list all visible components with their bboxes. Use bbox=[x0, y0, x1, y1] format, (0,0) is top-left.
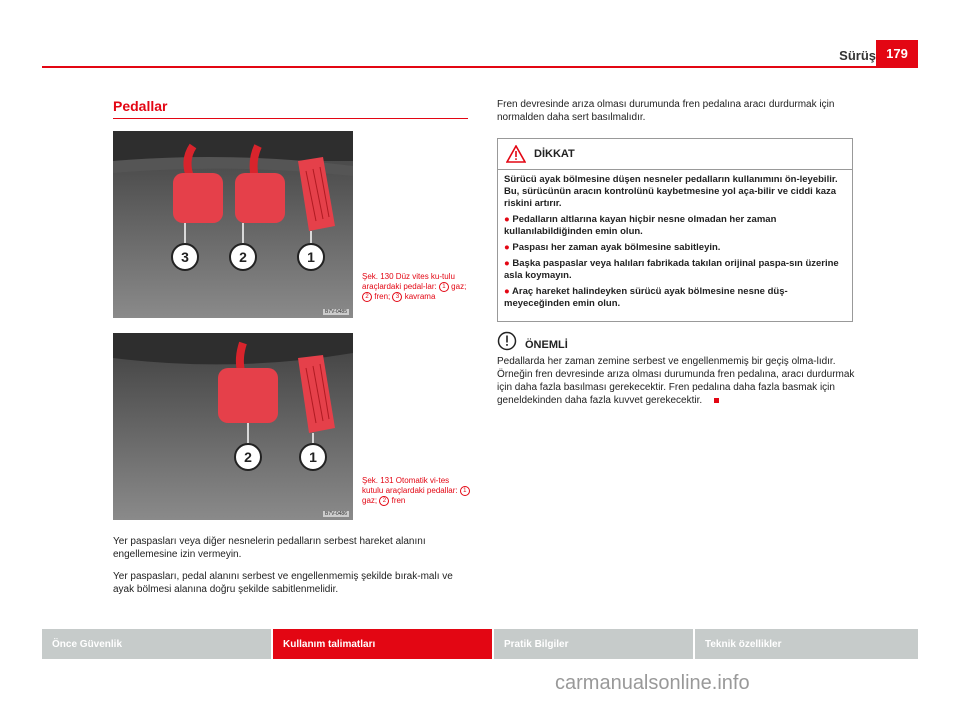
figure-code: B7V-0485 bbox=[325, 309, 347, 315]
end-marker-icon bbox=[714, 398, 719, 403]
footer-tab-technical[interactable]: Teknik özellikler bbox=[695, 629, 918, 659]
watermark: carmanualsonline.info bbox=[555, 672, 750, 694]
section-title: Sürüş bbox=[839, 48, 876, 63]
note-title: ÖNEMLİ bbox=[525, 339, 568, 351]
page-heading: Pedallar bbox=[113, 98, 168, 114]
note-header bbox=[497, 331, 568, 351]
fig2-label-1: 1 bbox=[309, 449, 317, 465]
paragraph-1: Yer paspasları veya diğer nesnelerin pedalların serbest hareket alanını engellemesine izin vermeyin. bbox=[113, 536, 426, 560]
warning-bullet: ● Araç hareket halindeyken sürücü ayak bölmesine nesne düş-meyeceğinden emin olun. bbox=[504, 286, 788, 309]
footer-tab-operation[interactable]: Kullanım talimatları bbox=[273, 629, 492, 659]
page-number: 179 bbox=[876, 40, 918, 66]
pedals-manual-illustration bbox=[113, 131, 353, 318]
warning-title: DİKKAT bbox=[534, 148, 575, 160]
figure-automatic-pedals bbox=[113, 333, 353, 520]
footer-tab-practical[interactable]: Pratik Bilgiler bbox=[494, 629, 693, 659]
exclamation-circle-icon bbox=[497, 331, 517, 351]
fig1-label-2: 2 bbox=[239, 249, 247, 265]
figure-manual-pedals bbox=[113, 131, 353, 318]
warning-box bbox=[497, 138, 853, 322]
paragraph-2: Yer paspasları, pedal alanını serbest ve engellenmemiş şekilde bırak-malı ve ayak bölmesi alanına doğru şekilde sabitlenmelidir. bbox=[113, 571, 453, 595]
warning-bullet: ● Başka paspaslar veya halıları fabrikada takılan orijinal paspa-sın üzerine asla koymayın. bbox=[504, 258, 839, 281]
header-divider bbox=[42, 66, 918, 68]
intro-paragraph: Fren devresinde arıza olması durumunda fren pedalına aracı durdurmak için normalden daha sert basılmalıdır. bbox=[497, 99, 835, 123]
warning-triangle-icon bbox=[506, 145, 526, 163]
warning-bullet: ● Paspası her zaman ayak bölmesine sabitleyin. bbox=[504, 242, 721, 253]
figure-caption-130: Şek. 130 Düz vites ku-tulu araçlardaki pedal-lar: 1 gaz; 2 fren; 3 kavrama bbox=[362, 272, 467, 302]
fig2-label-2: 2 bbox=[244, 449, 252, 465]
warning-bullet: ● Pedalların altlarına kayan hiçbir nesne olmadan her zaman kullanılabildiğinden emin olun. bbox=[504, 214, 777, 237]
fig1-label-1: 1 bbox=[307, 249, 315, 265]
pedals-automatic-illustration bbox=[113, 333, 353, 520]
warning-text: Sürücü ayak bölmesine düşen nesneler pedalların kullanımını ön-leyebilir. Bu, sürücünün aracın kontrolünü kaybetmesine yol aça-bilir ve ciddi kaza riskini artırır. bbox=[504, 174, 838, 209]
fig1-label-3: 3 bbox=[181, 249, 189, 265]
footer-tab-safety[interactable]: Önce Güvenlik bbox=[42, 629, 271, 659]
figure-caption-131: Şek. 131 Otomatik vi-tes kutulu araçlardaki pedallar: 1 gaz; 2 fren bbox=[362, 476, 470, 506]
heading-divider bbox=[113, 118, 468, 119]
figure-code: B7V-0486 bbox=[325, 511, 347, 517]
note-text: Pedallarda her zaman zemine serbest ve engellenmemiş bir geçiş olma-lıdır. Örneğin fren devresinde arıza olması durumunda fren pedalına, aracı durdurmak için daha fazla basılması gerekecektir. Fren pedalına daha fazla basmak için geneldekinden daha fazla kuvvet gerekecektir. bbox=[497, 356, 855, 406]
